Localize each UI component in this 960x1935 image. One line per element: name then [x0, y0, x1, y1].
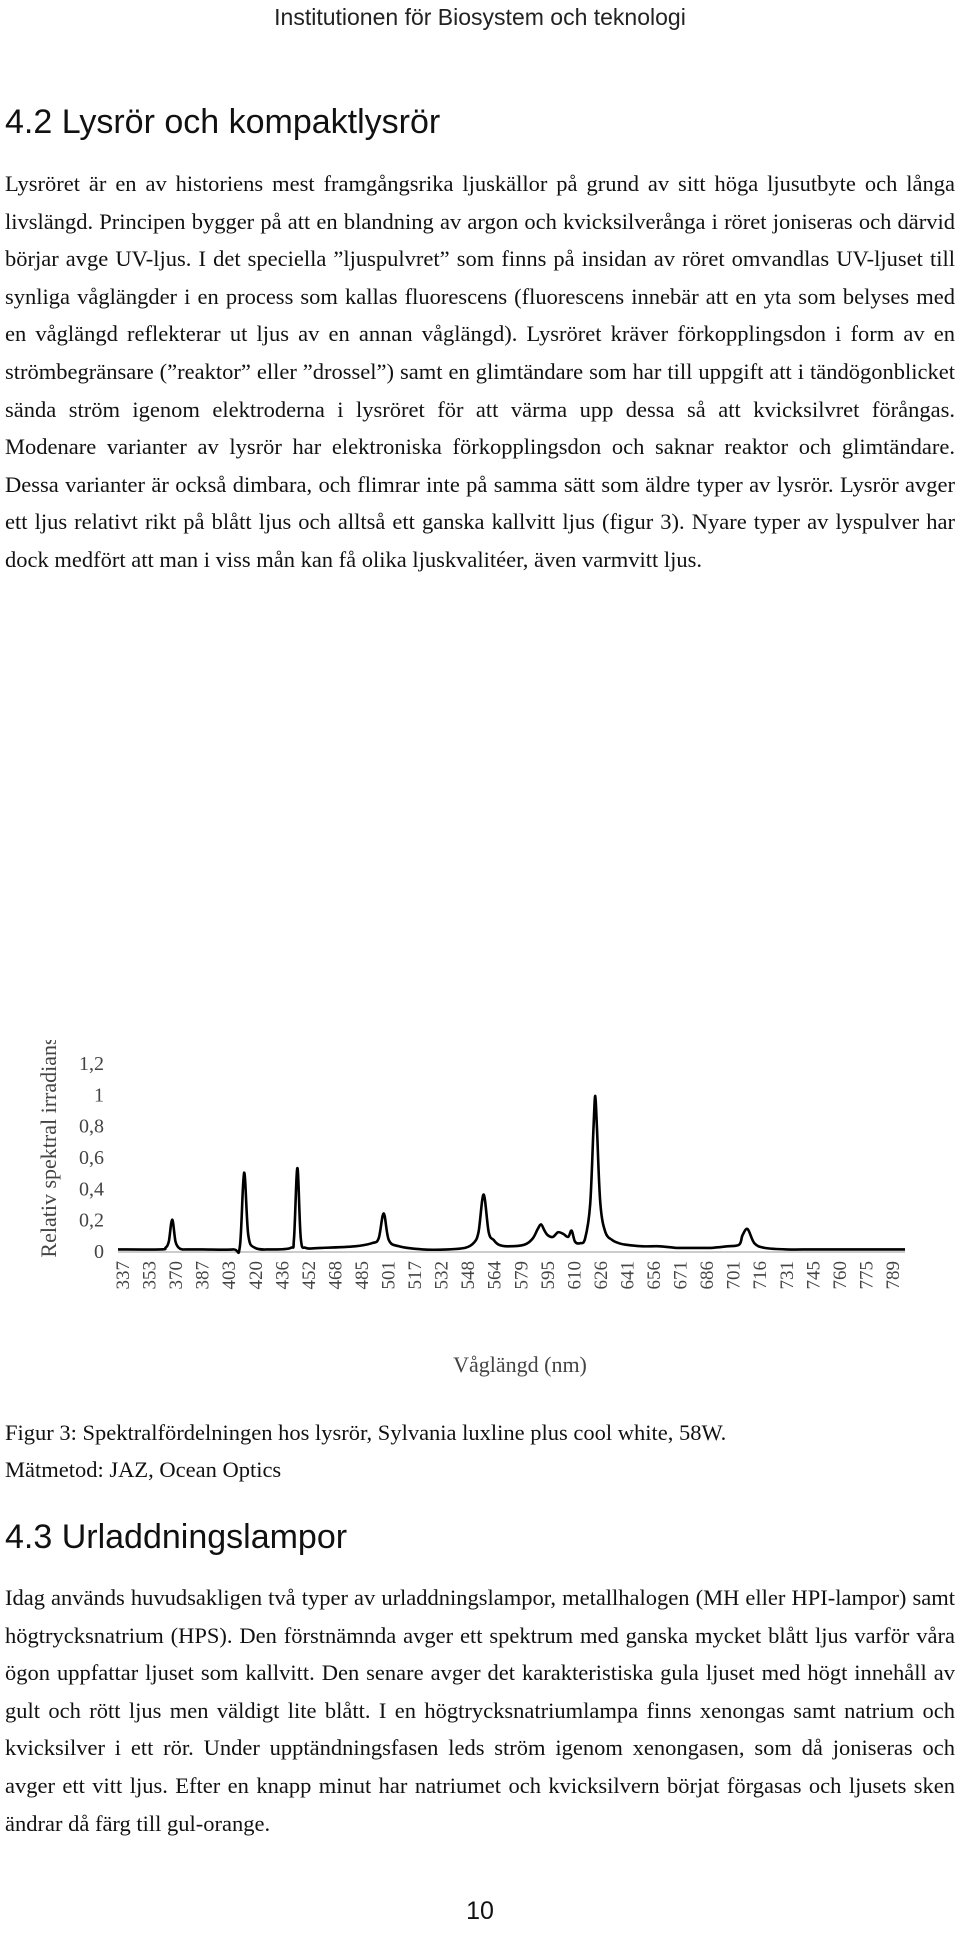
x-tick-label: 626	[590, 1261, 612, 1290]
spectrum-series-line	[118, 1096, 905, 1253]
x-tick-label: 775	[856, 1261, 878, 1290]
x-tick-label: 564	[484, 1261, 506, 1290]
x-tick-label: 548	[458, 1261, 480, 1290]
y-tick-label: 0,6	[79, 1147, 104, 1169]
x-tick-label: 387	[192, 1261, 214, 1290]
x-tick-label: 789	[883, 1261, 904, 1290]
x-tick-label: 701	[723, 1261, 745, 1290]
x-tick-label: 745	[803, 1261, 825, 1290]
x-tick-label: 436	[272, 1261, 294, 1290]
page-header: Institutionen för Biosystem och teknologi	[274, 4, 686, 30]
y-tick-label: 0,2	[79, 1209, 104, 1232]
x-tick-label: 337	[113, 1261, 134, 1290]
y-tick-label: 0,8	[79, 1115, 104, 1138]
spectral-chart-svg	[0, 1040, 960, 1380]
figure-caption-line1: Figur 3: Spektralfördelningen hos lysrör, Sylvania luxline plus cool white, 58W.	[5, 1420, 727, 1445]
figure-3-chart	[0, 1040, 960, 1380]
x-tick-label: 656	[644, 1261, 666, 1290]
x-tick-label: 731	[776, 1261, 798, 1290]
x-tick-label: 485	[351, 1261, 373, 1290]
section-4-2-paragraph: Lysröret är en av historiens mest framgångsrika ljuskällor på grund av sitt höga ljusutbyte och långa livslängd. Principen bygger på att en blandning av argon och kvicksilverånga i röret joniseras och därvid börjar avge UV-ljus. I det speciella ”ljuspulvret” som finns på insidan av röret omvandlas UV-ljuset till synliga våglängder i en process som kallas fluorescens (fluorescens innebär att en yta som belyses med en våglängd reflekterar ut ljus av en annan våglängd). Lysröret kräver förkopplingsdon i form av en strömbegränsare (”reaktor” eller ”drossel”) samt en glimtändare som har till uppgift att i tändögonblicket sända ström igenom elektroderna i lysröret för att värma upp dessa så att kvicksilvret förångas. Modenare varianter av lysrör har elektroniska förkopplingsdon och saknar reaktor och glimtändare. Dessa varianter är också dimbara, och flimrar inte på samma sätt som äldre typer av lysrör. Lysrör avger ett ljus relativt rikt på blått ljus och alltså ett ganska kallvitt ljus (figur 3). Nyare typer av lyspulver har dock medfört att man i viss mån kan få olika ljuskvalitéer, även varmvitt ljus.	[5, 171, 955, 572]
x-tick-label: 468	[325, 1261, 347, 1290]
x-tick-label: 370	[166, 1261, 188, 1290]
x-tick-label: 760	[829, 1261, 851, 1290]
figure-caption-line2: Mätmetod: JAZ, Ocean Optics	[5, 1457, 282, 1482]
x-tick-label: 641	[617, 1261, 639, 1290]
y-tick-label: 1	[94, 1084, 104, 1107]
x-tick-label: 403	[219, 1261, 241, 1290]
x-tick-label: 671	[670, 1261, 692, 1290]
section-4-3-paragraph: Idag används huvudsakligen två typer av urladdningslampor, metallhalogen (MH eller HPI-lampor) samt högtrycksnatrium (HPS). Den förstnämnda avger ett spektrum med ganska mycket blått ljus varför våra ögon uppfattar ljuset som kallvitt. Den senare avger det karakteristiska gula ljuset med högt innehåll av gult och rött ljus men väldigt lite blått. I en högtrycksnatriumlampa finns xenongas samt natrium och kvicksilver i ett rör. Under upptändningsfasen leds ström igenom xenongasen, som då joniseras och avger ett vitt ljus. Efter en knapp minut har natriumet och kvicksilvern börjat förgasas och ljusets sken ändrar då färg till gul-orange.	[5, 1585, 955, 1836]
x-tick-label: 532	[431, 1261, 453, 1290]
x-tick-label: 452	[298, 1261, 320, 1290]
chart-ylabel: Relativ spektral irradians	[36, 1040, 61, 1258]
page-number: 10	[466, 1897, 494, 1925]
x-tick-label: 610	[564, 1261, 586, 1290]
section-heading-4-3: 4.3 Urladdningslampor	[5, 1518, 348, 1556]
x-tick-label: 420	[245, 1261, 267, 1290]
x-tick-label: 353	[139, 1261, 161, 1290]
y-tick-label: 1,2	[79, 1053, 104, 1075]
x-tick-label: 517	[405, 1261, 427, 1290]
y-tick-label: 0	[94, 1241, 104, 1263]
x-tick-label: 579	[511, 1261, 533, 1290]
x-tick-label: 501	[378, 1261, 400, 1290]
x-tick-label: 686	[697, 1261, 719, 1290]
chart-xlabel: Våglängd (nm)	[453, 1352, 587, 1377]
y-axis-ticks	[79, 1053, 104, 1263]
x-tick-label: 595	[537, 1261, 559, 1290]
section-heading-4-2: 4.2 Lysrör och kompaktlysrör	[5, 103, 441, 141]
x-tick-label: 716	[750, 1261, 772, 1290]
y-tick-label: 0,4	[79, 1178, 104, 1201]
x-axis-ticks	[113, 1261, 904, 1290]
